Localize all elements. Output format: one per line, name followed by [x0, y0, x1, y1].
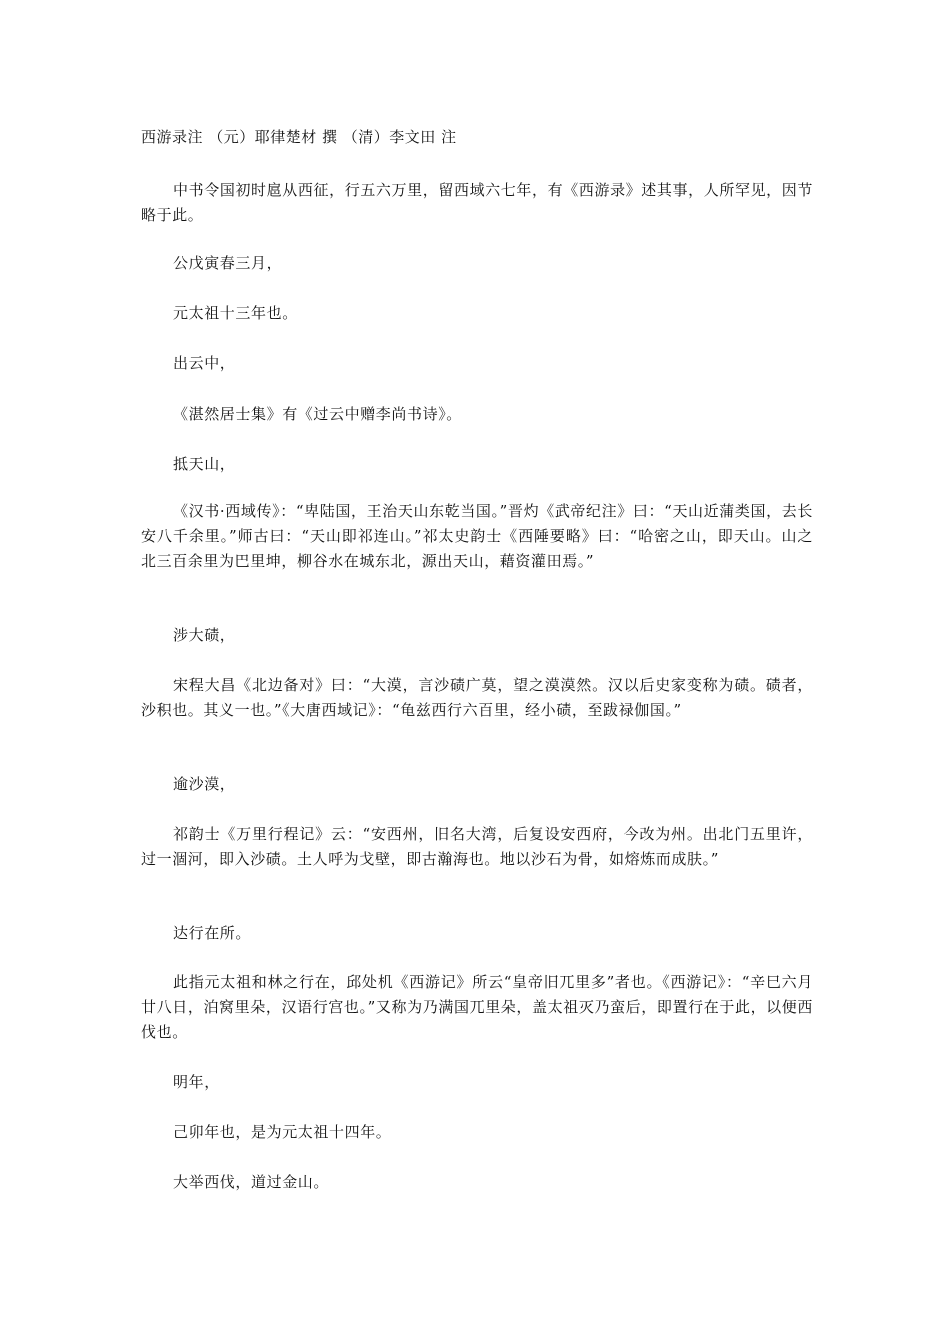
paragraph-text: 公戊寅春三月，: [173, 254, 283, 272]
paragraph-note: 此指元太祖和林之行在，邱处机《西游记》所云“皇帝旧兀里多”者也。《西游记》：“辛巳六月廿八日，泊窝里朵，汉语行宫也。”又称为乃满国兀里朵，盖太祖灭乃蛮后，即置行在于此，以便西伐也。: [141, 973, 813, 1041]
paragraph-text: 逾沙漠，: [173, 775, 236, 793]
paragraph-note: 《汉书·西域传》：“卑陆国，王治天山东乾当国。”晋灼《武帝纪注》曰：“天山近蒲类国，去长安八千余里。”师古曰：“天山即祁连山。”祁太史韵士《西陲要略》曰：“哈密之山，即天山。山之北三百余里为巴里坤，柳谷水在城东北，源出天山，藉资灌田焉。”: [141, 502, 813, 570]
paragraph-note: 《湛然居士集》有《过云中赠李尚书诗》。: [173, 405, 462, 423]
paragraph-text: 出云中，: [173, 354, 236, 372]
paragraph-text: 抵天山，: [173, 455, 236, 473]
paragraph-text: 涉大碛，: [173, 626, 236, 644]
paragraph-note: 元太祖十三年也。: [173, 304, 298, 322]
paragraph-intro: 中书令国初时扈从西征，行五六万里，留西域六七年，有《西游录》述其事，人所罕见，因节略于此。: [141, 181, 813, 224]
paragraph-note: 宋程大昌《北边备对》曰：“大漠，言沙碛广莫，望之漠漠然。汉以后史家变称为碛。碛者，沙积也。其义一也。”《大唐西域记》：“龟兹西行六百里，经小碛，至跋禄伽国。”: [141, 676, 813, 719]
paragraph-text: 大举西伐，道过金山。: [173, 1173, 330, 1191]
paragraph-note: 己卯年也，是为元太祖十四年。: [173, 1123, 392, 1141]
paragraph-text: 明年，: [173, 1073, 220, 1091]
paragraph-note: 祁韵士《万里行程记》云：“安西州，旧名大湾，后复设安西府，今改为州。出北门五里许，过一涸河，即入沙碛。土人呼为戈壁，即古瀚海也。地以沙石为骨，如熔炼而成肤。”: [141, 825, 813, 868]
document-title: 西游录注 （元）耶律楚材 撰 （清）李文田 注: [141, 128, 457, 146]
paragraph-text: 达行在所。: [173, 924, 252, 942]
